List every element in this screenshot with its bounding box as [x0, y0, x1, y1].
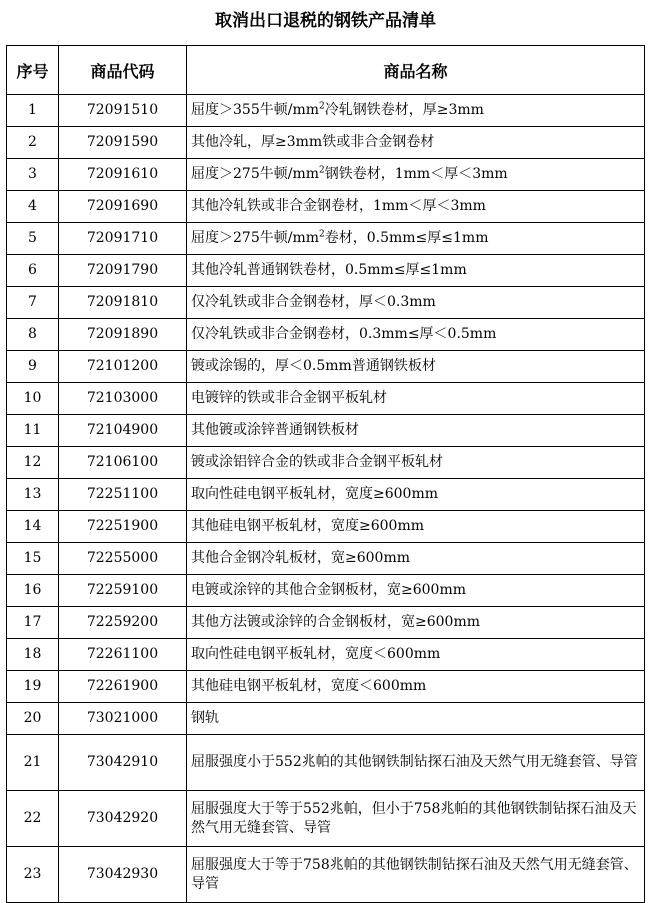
table-row — [7, 415, 645, 447]
table-row — [7, 791, 645, 847]
row-number: 15 — [7, 543, 59, 575]
product-name-text: 电镀锌的铁或非合金钢平板轧材 — [191, 390, 387, 406]
product-name-text: 屈服强度大于等于552兆帕，但小于758兆帕的其他钢铁制钻探石油及天然气用无缝套管、导管 — [191, 800, 637, 836]
table-row — [7, 159, 645, 191]
product-code: 72104900 — [59, 415, 187, 447]
product-code: 72261900 — [59, 671, 187, 703]
product-code: 72091610 — [59, 159, 187, 191]
product-name-text: 其他方法镀或涂锌的合金钢板材，宽≥600mm — [191, 614, 481, 630]
product-name-text: 冷轧钢铁卷材，厚≥3mm — [324, 102, 484, 118]
product-code: 73042920 — [59, 791, 187, 847]
product-name-text: 卷材，0.5mm≤厚≤1mm — [324, 230, 489, 246]
product-code: 72091590 — [59, 127, 187, 159]
product-name — [187, 383, 645, 415]
product-name — [187, 671, 645, 703]
product-code: 73021000 — [59, 703, 187, 735]
product-name-text: 其他冷轧，厚≥3mm铁或非合金钢卷材 — [191, 134, 435, 150]
header-name: 商品名称 — [187, 46, 645, 95]
product-name — [187, 255, 645, 287]
table-row — [7, 671, 645, 703]
product-name-text: 仅冷轧铁或非合金钢卷材，厚＜0.3mm — [191, 294, 436, 310]
product-name — [187, 479, 645, 511]
row-number: 23 — [7, 847, 59, 903]
product-code: 72259200 — [59, 607, 187, 639]
page-title: 取消出口退税的钢铁产品清单 — [215, 11, 436, 31]
row-number: 20 — [7, 703, 59, 735]
product-code: 73042910 — [59, 735, 187, 791]
row-number: 5 — [7, 223, 59, 255]
row-number: 19 — [7, 671, 59, 703]
table-row — [7, 447, 645, 479]
product-name-text: 镀或涂锡的，厚＜0.5mm普通钢铁板材 — [191, 358, 436, 374]
table-row — [7, 223, 645, 255]
table-body — [7, 95, 645, 903]
product-name — [187, 95, 645, 127]
product-name — [187, 847, 645, 903]
table-row — [7, 735, 645, 791]
product-code: 72251900 — [59, 511, 187, 543]
row-number: 22 — [7, 791, 59, 847]
product-code: 73042930 — [59, 847, 187, 903]
row-number: 8 — [7, 319, 59, 351]
table-row — [7, 191, 645, 223]
table-row — [7, 847, 645, 903]
product-name — [187, 415, 645, 447]
row-number: 18 — [7, 639, 59, 671]
product-name-text: 其他合金钢冷轧板材，宽≥600mm — [191, 550, 411, 566]
row-number: 11 — [7, 415, 59, 447]
table-row — [7, 511, 645, 543]
table-row — [7, 319, 645, 351]
table-row — [7, 703, 645, 735]
product-name-text: 其他硅电钢平板轧材，宽度＜600mm — [191, 678, 427, 694]
row-number: 14 — [7, 511, 59, 543]
product-name — [187, 223, 645, 255]
product-name — [187, 511, 645, 543]
product-name — [187, 735, 645, 791]
table-row — [7, 607, 645, 639]
product-name — [187, 159, 645, 191]
product-name — [187, 639, 645, 671]
product-name — [187, 543, 645, 575]
product-code: 72255000 — [59, 543, 187, 575]
product-name — [187, 351, 645, 383]
row-number: 12 — [7, 447, 59, 479]
table-row — [7, 351, 645, 383]
superscript: 2 — [319, 165, 325, 176]
product-name-text: 取向性硅电钢平板轧材，宽度≥600mm — [191, 486, 439, 502]
product-name — [187, 791, 645, 847]
product-name — [187, 319, 645, 351]
superscript: 2 — [319, 101, 325, 112]
product-name — [187, 607, 645, 639]
product-name-text: 屈服强度大于等于758兆帕的其他钢铁制钻探石油及天然气用无缝套管、导管 — [191, 856, 638, 892]
product-name — [187, 127, 645, 159]
product-name — [187, 191, 645, 223]
product-code: 72261100 — [59, 639, 187, 671]
row-number: 3 — [7, 159, 59, 191]
product-name — [187, 575, 645, 607]
product-code: 72106100 — [59, 447, 187, 479]
product-name — [187, 447, 645, 479]
product-name-text: 取向性硅电钢平板轧材，宽度＜600mm — [191, 646, 441, 662]
product-code: 72103000 — [59, 383, 187, 415]
product-name-text: 其他镀或涂锌普通钢铁板材 — [191, 422, 359, 438]
row-number: 13 — [7, 479, 59, 511]
header-code: 商品代码 — [59, 46, 187, 95]
product-code: 72091810 — [59, 287, 187, 319]
product-name — [187, 287, 645, 319]
product-name-text: 其他冷轧普通钢铁卷材，0.5mm≤厚≤1mm — [191, 262, 467, 278]
table-row — [7, 639, 645, 671]
table-row — [7, 479, 645, 511]
product-name-text: 电镀或涂锌的其他合金钢板材，宽≥600mm — [191, 582, 467, 598]
row-number: 10 — [7, 383, 59, 415]
product-name-text: 屈服强度小于552兆帕的其他钢铁制钻探石油及天然气用无缝套管、导管 — [191, 754, 638, 770]
table-header-row — [7, 46, 645, 95]
product-name-text: 屈度＞275牛顿/mm — [191, 166, 319, 182]
row-number: 2 — [7, 127, 59, 159]
product-code: 72091710 — [59, 223, 187, 255]
table-row — [7, 543, 645, 575]
row-number: 6 — [7, 255, 59, 287]
product-code: 72259100 — [59, 575, 187, 607]
product-code: 72101200 — [59, 351, 187, 383]
product-code: 72251100 — [59, 479, 187, 511]
table-row — [7, 127, 645, 159]
product-name-text: 其他硅电钢平板轧材，宽度≥600mm — [191, 518, 425, 534]
header-no: 序号 — [7, 46, 59, 95]
product-code: 72091790 — [59, 255, 187, 287]
row-number: 21 — [7, 735, 59, 791]
product-name-text: 屈度＞355牛顿/mm — [191, 102, 319, 118]
product-name-text: 镀或涂铝锌合金的铁或非合金钢平板轧材 — [191, 454, 443, 470]
row-number: 17 — [7, 607, 59, 639]
superscript: 2 — [319, 229, 325, 240]
table-row — [7, 95, 645, 127]
table-row — [7, 383, 645, 415]
row-number: 4 — [7, 191, 59, 223]
product-name-text: 屈度＞275牛顿/mm — [191, 230, 319, 246]
product-code: 72091510 — [59, 95, 187, 127]
product-name-text: 其他冷轧铁或非合金钢卷材，1mm＜厚＜3mm — [191, 198, 486, 214]
row-number: 1 — [7, 95, 59, 127]
table-row — [7, 287, 645, 319]
table-row — [7, 575, 645, 607]
product-code: 72091890 — [59, 319, 187, 351]
product-name-text: 仅冷轧铁或非合金钢卷材，0.3mm≤厚＜0.5mm — [191, 326, 497, 342]
row-number: 7 — [7, 287, 59, 319]
row-number: 9 — [7, 351, 59, 383]
product-table — [6, 45, 645, 903]
row-number: 16 — [7, 575, 59, 607]
product-code: 72091690 — [59, 191, 187, 223]
table-row — [7, 255, 645, 287]
product-name — [187, 703, 645, 735]
product-name-text: 钢铁卷材，1mm＜厚＜3mm — [324, 166, 508, 182]
product-name-text: 钢轨 — [191, 710, 219, 726]
